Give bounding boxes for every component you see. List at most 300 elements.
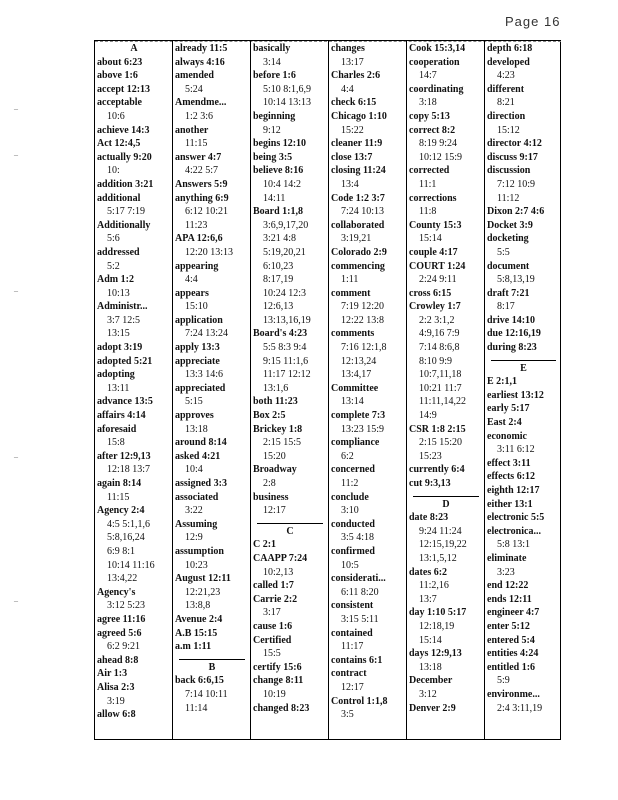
index-page-refs: 4:4	[341, 83, 354, 95]
index-term: Control 1:1,8	[331, 695, 388, 707]
margin-mark: –	[14, 596, 18, 605]
index-term: accept 12:13	[97, 83, 151, 95]
index-page-refs: 12:13,24	[341, 355, 377, 367]
index-page-refs: 4:9,16 7:9	[419, 328, 460, 340]
index-term: COURT 1:24	[409, 260, 466, 272]
index-page-refs: 5:17 7:19	[107, 206, 146, 218]
index-page-refs: 5:15	[185, 396, 203, 408]
index-term: appearing	[175, 260, 219, 272]
index-page-refs: 3:10	[341, 505, 359, 517]
index-term: beginning	[253, 110, 296, 122]
index-term: enter 5:12	[487, 620, 530, 632]
index-term: early 5:17	[487, 403, 530, 415]
section-rule	[257, 523, 323, 524]
index-term: anything 6:9	[175, 192, 229, 204]
index-term: date 8:23	[409, 512, 449, 524]
index-page-refs: 4:5 5:1,1,6	[107, 518, 151, 530]
index-term: application	[175, 314, 223, 326]
index-term: Avenue 2:4	[175, 613, 223, 625]
index-page-refs: 2:15 15:5	[263, 437, 302, 449]
index-term: appreciate	[175, 355, 220, 367]
index-page-refs: 5:9	[497, 675, 510, 687]
index-term: Board 1:1,8	[253, 206, 303, 218]
section-rule	[413, 496, 479, 497]
index-term: conclude	[331, 491, 369, 503]
index-term: associated	[175, 491, 219, 503]
index-term: changes	[331, 43, 365, 54]
index-term: Amendme...	[175, 97, 227, 109]
index-term: conducted	[331, 518, 375, 530]
column-divider-5	[484, 40, 485, 740]
index-page-refs: 3:12	[419, 688, 437, 700]
index-term: correct 8:2	[409, 124, 456, 136]
index-term: commencing	[331, 260, 385, 272]
index-term: adopting	[97, 369, 135, 381]
index-term: August 12:11	[175, 573, 231, 585]
index-page-refs: 7:14 8:6,8	[419, 342, 460, 354]
index-page-refs: 15:5	[263, 648, 281, 660]
index-page-refs: 10:21 11:7	[419, 382, 462, 394]
index-section-letter: A	[130, 43, 138, 54]
index-page-refs: 3:23	[497, 566, 515, 578]
index-page-refs: 6:2 9:21	[107, 641, 141, 653]
index-term: eighth 12:17	[487, 485, 540, 496]
index-page-refs: 5:6	[107, 233, 120, 245]
index-term: Dixon 2:7 4:6	[487, 206, 545, 218]
index-page-refs: 7:24 13:24	[185, 328, 229, 340]
index-page-refs: 15:23	[419, 450, 442, 462]
index-term: both 11:23	[253, 396, 298, 408]
index-page-refs: 3:5	[341, 709, 354, 721]
index-term: Crowley 1:7	[409, 301, 461, 313]
index-page-refs: 10:24 12:3	[263, 287, 307, 299]
index-page-refs: 3:5 4:18	[341, 532, 375, 544]
index-column-5	[409, 42, 483, 738]
index-term: E 2:1,1	[487, 376, 517, 388]
index-page-refs: 11:15	[107, 491, 130, 503]
index-term: Carrie 2:2	[253, 593, 298, 605]
index-page-refs: 2:24 9:11	[419, 274, 457, 286]
index-page-refs: 10:	[107, 165, 120, 177]
index-term: being 3:5	[253, 151, 293, 163]
index-column-1	[97, 42, 171, 738]
index-term: C 2:1	[253, 539, 277, 551]
index-term: environme...	[487, 688, 540, 700]
index-term: compliance	[331, 437, 380, 449]
index-term: consistent	[331, 600, 374, 612]
index-term: around 8:14	[175, 437, 227, 449]
index-page-refs: 12:21,23	[185, 586, 221, 598]
index-page-refs: 7:24 10:13	[341, 206, 385, 218]
index-term: allow 6:8	[97, 709, 136, 721]
index-term: addressed	[97, 246, 140, 258]
index-page-refs: 13:3 14:6	[185, 369, 224, 381]
index-term: begins 12:10	[253, 138, 307, 150]
index-column-2	[175, 42, 249, 738]
index-page-refs: 9:15 11:1,6	[263, 355, 309, 367]
index-term: entities 4:24	[487, 648, 539, 660]
index-section-letter: B	[208, 661, 216, 673]
index-page-refs: 9:12	[263, 124, 281, 136]
index-page-refs: 11:8	[419, 206, 437, 218]
index-page-refs: 10:23	[185, 559, 208, 571]
index-term: entered 5:4	[487, 634, 535, 646]
index-term: Charles 2:6	[331, 70, 381, 82]
index-term: advance 13:5	[97, 396, 153, 408]
index-page-refs: 11:1	[419, 178, 437, 190]
index-term: corrected	[409, 165, 450, 177]
index-term: collaborated	[331, 219, 385, 231]
index-term: Brickey 1:8	[253, 423, 303, 435]
index-term: developed	[487, 56, 530, 68]
index-term: Board's 4:23	[253, 328, 308, 340]
index-page-refs: 7:12 10:9	[497, 178, 536, 190]
index-term: couple 4:17	[409, 246, 458, 258]
index-page-refs: 10:19	[263, 688, 286, 700]
index-page-refs: 15:10	[185, 301, 208, 313]
index-term: either 13:1	[487, 498, 533, 510]
index-page-refs: 3:14	[263, 56, 281, 68]
index-term: during 8:23	[487, 342, 537, 354]
index-page-refs: 13:13,16,19	[263, 314, 311, 326]
index-term: ends 12:11	[487, 593, 532, 605]
index-page-refs: 10:14 11:16	[107, 559, 155, 571]
index-page-refs: 8:10 9:9	[419, 355, 453, 367]
index-term: already 11:5	[175, 43, 228, 54]
index-page-refs: 12:9	[185, 532, 203, 544]
index-page-refs: 14:11	[263, 192, 286, 204]
index-term: again 8:14	[97, 478, 142, 489]
index-page-refs: 5:2	[107, 260, 120, 272]
index-page-refs: 11:12	[497, 192, 520, 204]
index-term: drive 14:10	[487, 314, 536, 326]
index-term: before 1:6	[253, 70, 296, 82]
index-term: Administr...	[97, 301, 148, 313]
index-term: appears	[175, 287, 209, 299]
index-page-refs: 6:11 8:20	[341, 586, 379, 598]
index-page-refs: 10:4	[185, 464, 203, 476]
index-term: Colorado 2:9	[331, 246, 387, 258]
index-page-refs: 3:15 5:11	[341, 613, 379, 625]
index-page-refs: 10:12 15:9	[419, 151, 463, 163]
index-page-refs: 8:21	[497, 97, 515, 109]
index-term: closing 11:24	[331, 165, 386, 177]
index-term: Chicago 1:10	[331, 110, 387, 122]
index-term: draft 7:21	[487, 287, 530, 299]
index-term: Broadway	[253, 464, 297, 476]
index-page-refs: 10:13	[107, 287, 130, 299]
index-term: answer 4:7	[175, 151, 222, 163]
index-page-refs: 9:24 11:24	[419, 525, 462, 537]
index-page-refs: 11:14	[185, 702, 208, 714]
index-page-refs: 15:20	[263, 450, 286, 462]
index-page-refs: 13:15	[107, 328, 130, 340]
column-divider-2	[250, 40, 251, 740]
index-section-letter: E	[520, 362, 527, 374]
index-page-refs: 6:10,23	[263, 260, 294, 272]
index-term: contained	[331, 627, 373, 639]
index-page-refs: 5:19,20,21	[263, 246, 306, 258]
index-term: cause 1:6	[253, 620, 293, 632]
index-page-refs: 1:11	[341, 274, 359, 286]
index-page-refs: 11:15	[185, 138, 208, 150]
index-page-refs: 13:4,17	[341, 369, 372, 381]
index-term: asked 4:21	[175, 450, 221, 462]
page-number: Page 16	[505, 14, 561, 29]
index-term: Agency's	[97, 586, 136, 598]
index-page-refs: 1:2 3:6	[185, 110, 214, 122]
margin-mark: –	[14, 286, 18, 295]
index-page-refs: 12:17	[263, 505, 286, 517]
index-page-refs: 8:17,19	[263, 274, 294, 286]
index-page-refs: 13:17	[341, 56, 364, 68]
index-page-refs: 13:4	[341, 178, 359, 190]
index-page-refs: 13:14	[341, 396, 364, 408]
index-term: adopted 5:21	[97, 355, 153, 367]
index-page-refs: 14:7	[419, 70, 437, 82]
index-term: cut 9:3,13	[409, 478, 451, 489]
index-term: achieve 14:3	[97, 124, 150, 136]
index-page-refs: 13:8,8	[185, 600, 211, 612]
index-section-letter: C	[286, 525, 294, 537]
index-page-refs: 11:17 12:12	[263, 369, 311, 381]
index-term: Answers 5:9	[175, 178, 228, 190]
index-term: CAAPP 7:24	[253, 552, 308, 564]
index-page-refs: 13:23 15:9	[341, 423, 385, 435]
index-term: assigned 3:3	[175, 478, 227, 489]
index-term: due 12:16,19	[487, 328, 541, 340]
index-page-refs: 13:1,6	[263, 382, 289, 394]
index-term: change 8:11	[253, 675, 304, 687]
index-term: electronica...	[487, 525, 541, 537]
index-term: discussion	[487, 165, 531, 177]
index-term: assumption	[175, 545, 224, 557]
index-term: called 1:7	[253, 580, 294, 592]
index-term: considerati...	[331, 573, 386, 585]
index-page-refs: 10:6	[107, 110, 125, 122]
index-term: document	[487, 260, 530, 272]
index-page-refs: 4:22 5:7	[185, 165, 219, 177]
index-term: Code 1:2 3:7	[331, 192, 385, 204]
index-page-refs: 5:5 8:3 9:4	[263, 342, 307, 354]
index-term: County 15:3	[409, 219, 462, 231]
index-term: apply 13:3	[175, 342, 220, 354]
index-term: Alisa 2:3	[97, 681, 135, 693]
index-term: Denver 2:9	[409, 702, 456, 714]
index-page-refs: 15:12	[497, 124, 520, 136]
index-page-refs: 5:8,13,19	[497, 274, 535, 286]
column-divider-4	[406, 40, 407, 740]
index-term: close 13:7	[331, 151, 373, 163]
index-page-refs: 12:20 13:13	[185, 246, 234, 258]
index-term: believe 8:16	[253, 165, 304, 177]
index-page-refs: 4:23	[497, 70, 515, 82]
index-term: end 12:22	[487, 580, 529, 592]
index-column-4	[331, 42, 405, 738]
index-page-refs: 5:5	[497, 246, 510, 258]
index-term: back 6:6,15	[175, 675, 224, 687]
index-page-refs: 15:8	[107, 437, 125, 449]
index-page-refs: 2:2 3:1,2	[419, 314, 455, 326]
index-term: day 1:10 5:17	[409, 607, 467, 619]
index-page-refs: 7:19 12:20	[341, 301, 385, 313]
index-page-refs: 10:7,11,18	[419, 369, 462, 381]
index-page-refs: 5:8,16,24	[107, 532, 145, 544]
margin-mark: –	[14, 452, 18, 461]
index-term: ahead 8:8	[97, 654, 139, 666]
index-page-refs: 3:17	[263, 607, 281, 619]
index-page-refs: 13:1,5,12	[419, 552, 457, 564]
index-term: confirmed	[331, 545, 375, 557]
index-term: CSR 1:8 2:15	[409, 423, 466, 435]
index-term: concerned	[331, 464, 375, 476]
index-term: currently 6:4	[409, 464, 465, 476]
index-page-refs: 13:7	[419, 593, 437, 605]
index-term: comments	[331, 328, 375, 340]
index-term: Committee	[331, 382, 379, 394]
index-term: effect 3:11	[487, 457, 531, 469]
index-page-refs: 12:22 13:8	[341, 314, 385, 326]
index-term: approves	[175, 410, 214, 422]
index-page-refs: 10:4 14:2	[263, 178, 302, 190]
section-rule	[491, 360, 556, 361]
index-term: coordinating	[409, 83, 464, 95]
index-term: engineer 4:7	[487, 607, 540, 619]
index-term: December	[409, 675, 453, 687]
index-term: affairs 4:14	[97, 410, 146, 422]
index-page-refs: 6:9 8:1	[107, 545, 136, 557]
index-page-refs: 3:11 6:12	[497, 444, 535, 456]
index-page-refs: 5:10 8:1,6,9	[263, 83, 312, 95]
index-term: different	[487, 83, 525, 95]
index-page-refs: 12:17	[341, 681, 364, 693]
index-term: dates 6:2	[409, 566, 448, 578]
index-term: Adm 1:2	[97, 274, 134, 286]
index-term: acceptable	[97, 97, 142, 109]
index-term: additional	[97, 192, 141, 204]
index-page-refs: 10:14 13:13	[263, 97, 312, 109]
index-term: economic	[487, 430, 527, 442]
index-page-refs: 3:19	[107, 695, 125, 707]
index-term: APA 12:6,6	[175, 233, 223, 245]
index-page-refs: 3:21 4:8	[263, 233, 297, 245]
index-term: electronic 5:5	[487, 512, 545, 524]
index-page-refs: 11:2	[341, 478, 359, 489]
index-term: Additionally	[97, 219, 151, 231]
index-page-refs: 11:11,14,22	[419, 396, 467, 408]
index-term: Cook 15:3,14	[409, 43, 466, 54]
index-term: business	[253, 491, 289, 503]
index-term: after 12:9,13	[97, 450, 151, 462]
index-page-refs: 2:4 3:11,19	[497, 702, 543, 714]
index-term: eliminate	[487, 552, 527, 564]
index-page-refs: 13:11	[107, 382, 130, 394]
index-term: comment	[331, 287, 371, 299]
index-term: another	[175, 124, 209, 136]
index-term: cleaner 11:9	[331, 138, 383, 150]
index-term: changed 8:23	[253, 702, 310, 714]
index-page-refs: 11:2,16	[419, 580, 449, 592]
index-page-refs: 12:15,19,22	[419, 539, 467, 551]
index-page-refs: 14:9	[419, 410, 437, 422]
index-page-refs: 5:8 13:1	[497, 539, 531, 551]
index-term: about 6:23	[97, 56, 143, 68]
index-term: effects 6:12	[487, 471, 536, 483]
index-term: Docket 3:9	[487, 219, 533, 231]
index-term: cross 6:15	[409, 287, 452, 299]
index-column-6	[487, 42, 560, 738]
index-page-refs: 12:6,13	[263, 301, 294, 313]
index-page-refs: 8:17	[497, 301, 515, 313]
index-page-refs: 15:14	[419, 233, 442, 245]
index-page-refs: 15:22	[341, 124, 364, 136]
index-term: always 4:16	[175, 56, 225, 68]
index-page-refs: 13:18	[185, 423, 208, 435]
index-page-refs: 3:7 12:5	[107, 314, 141, 326]
index-term: addition 3:21	[97, 178, 154, 190]
index-term: Agency 2:4	[97, 505, 145, 517]
index-term: Air 1:3	[97, 668, 128, 680]
index-term: agreed 5:6	[97, 627, 142, 639]
index-page-refs: 3:12 5:23	[107, 600, 146, 612]
index-term: copy 5:13	[409, 110, 450, 122]
index-page-refs: 11:17	[341, 641, 364, 653]
index-term: basically	[253, 43, 291, 54]
index-section-letter: D	[442, 498, 450, 510]
index-term: amended	[175, 70, 214, 82]
index-term: above 1:6	[97, 70, 138, 82]
index-term: appreciated	[175, 382, 226, 394]
index-page-refs: 4:4	[185, 274, 198, 286]
index-page-refs: 13:4,22	[107, 573, 138, 585]
index-term: Box 2:5	[253, 410, 286, 422]
index-term: certify 15:6	[253, 661, 302, 673]
index-page-refs: 3:18	[419, 97, 437, 109]
index-column-3	[253, 42, 327, 738]
index-term: complete 7:3	[331, 410, 386, 422]
index-page-refs: 7:14 10:11	[185, 688, 228, 700]
column-divider-1	[172, 40, 173, 740]
index-page-refs: 6:12 10:21	[185, 206, 229, 218]
index-term: director 4:12	[487, 138, 542, 150]
index-page-refs: 2:15 15:20	[419, 437, 463, 449]
margin-mark: –	[14, 150, 18, 159]
index-page-refs: 3:22	[185, 505, 203, 517]
index-term: direction	[487, 110, 526, 122]
index-page-refs: 2:8	[263, 478, 276, 489]
index-term: cooperation	[409, 56, 460, 68]
index-page-refs: 5:24	[185, 83, 203, 95]
index-page-refs: 3:6,9,17,20	[263, 219, 309, 231]
index-term: earliest 13:12	[487, 389, 544, 401]
index-term: Assuming	[175, 518, 218, 530]
index-term: agree 11:16	[97, 613, 146, 625]
index-page-refs: 13:18	[419, 661, 442, 673]
index-term: days 12:9,13	[409, 648, 462, 660]
index-term: contract	[331, 668, 367, 680]
index-term: docketing	[487, 233, 529, 245]
index-page-refs: 10:5	[341, 559, 359, 571]
section-rule	[179, 659, 245, 660]
index-term: A.B 15:15	[175, 627, 218, 639]
index-page-refs: 10:2,13	[263, 566, 294, 578]
index-page-refs: 12:18,19	[419, 620, 455, 632]
index-term: corrections	[409, 192, 457, 204]
index-term: check 6:15	[331, 97, 377, 109]
index-term: contains 6:1	[331, 654, 383, 666]
index-page-refs: 7:16 12:1,8	[341, 342, 387, 354]
index-page-refs: 15:14	[419, 634, 442, 646]
